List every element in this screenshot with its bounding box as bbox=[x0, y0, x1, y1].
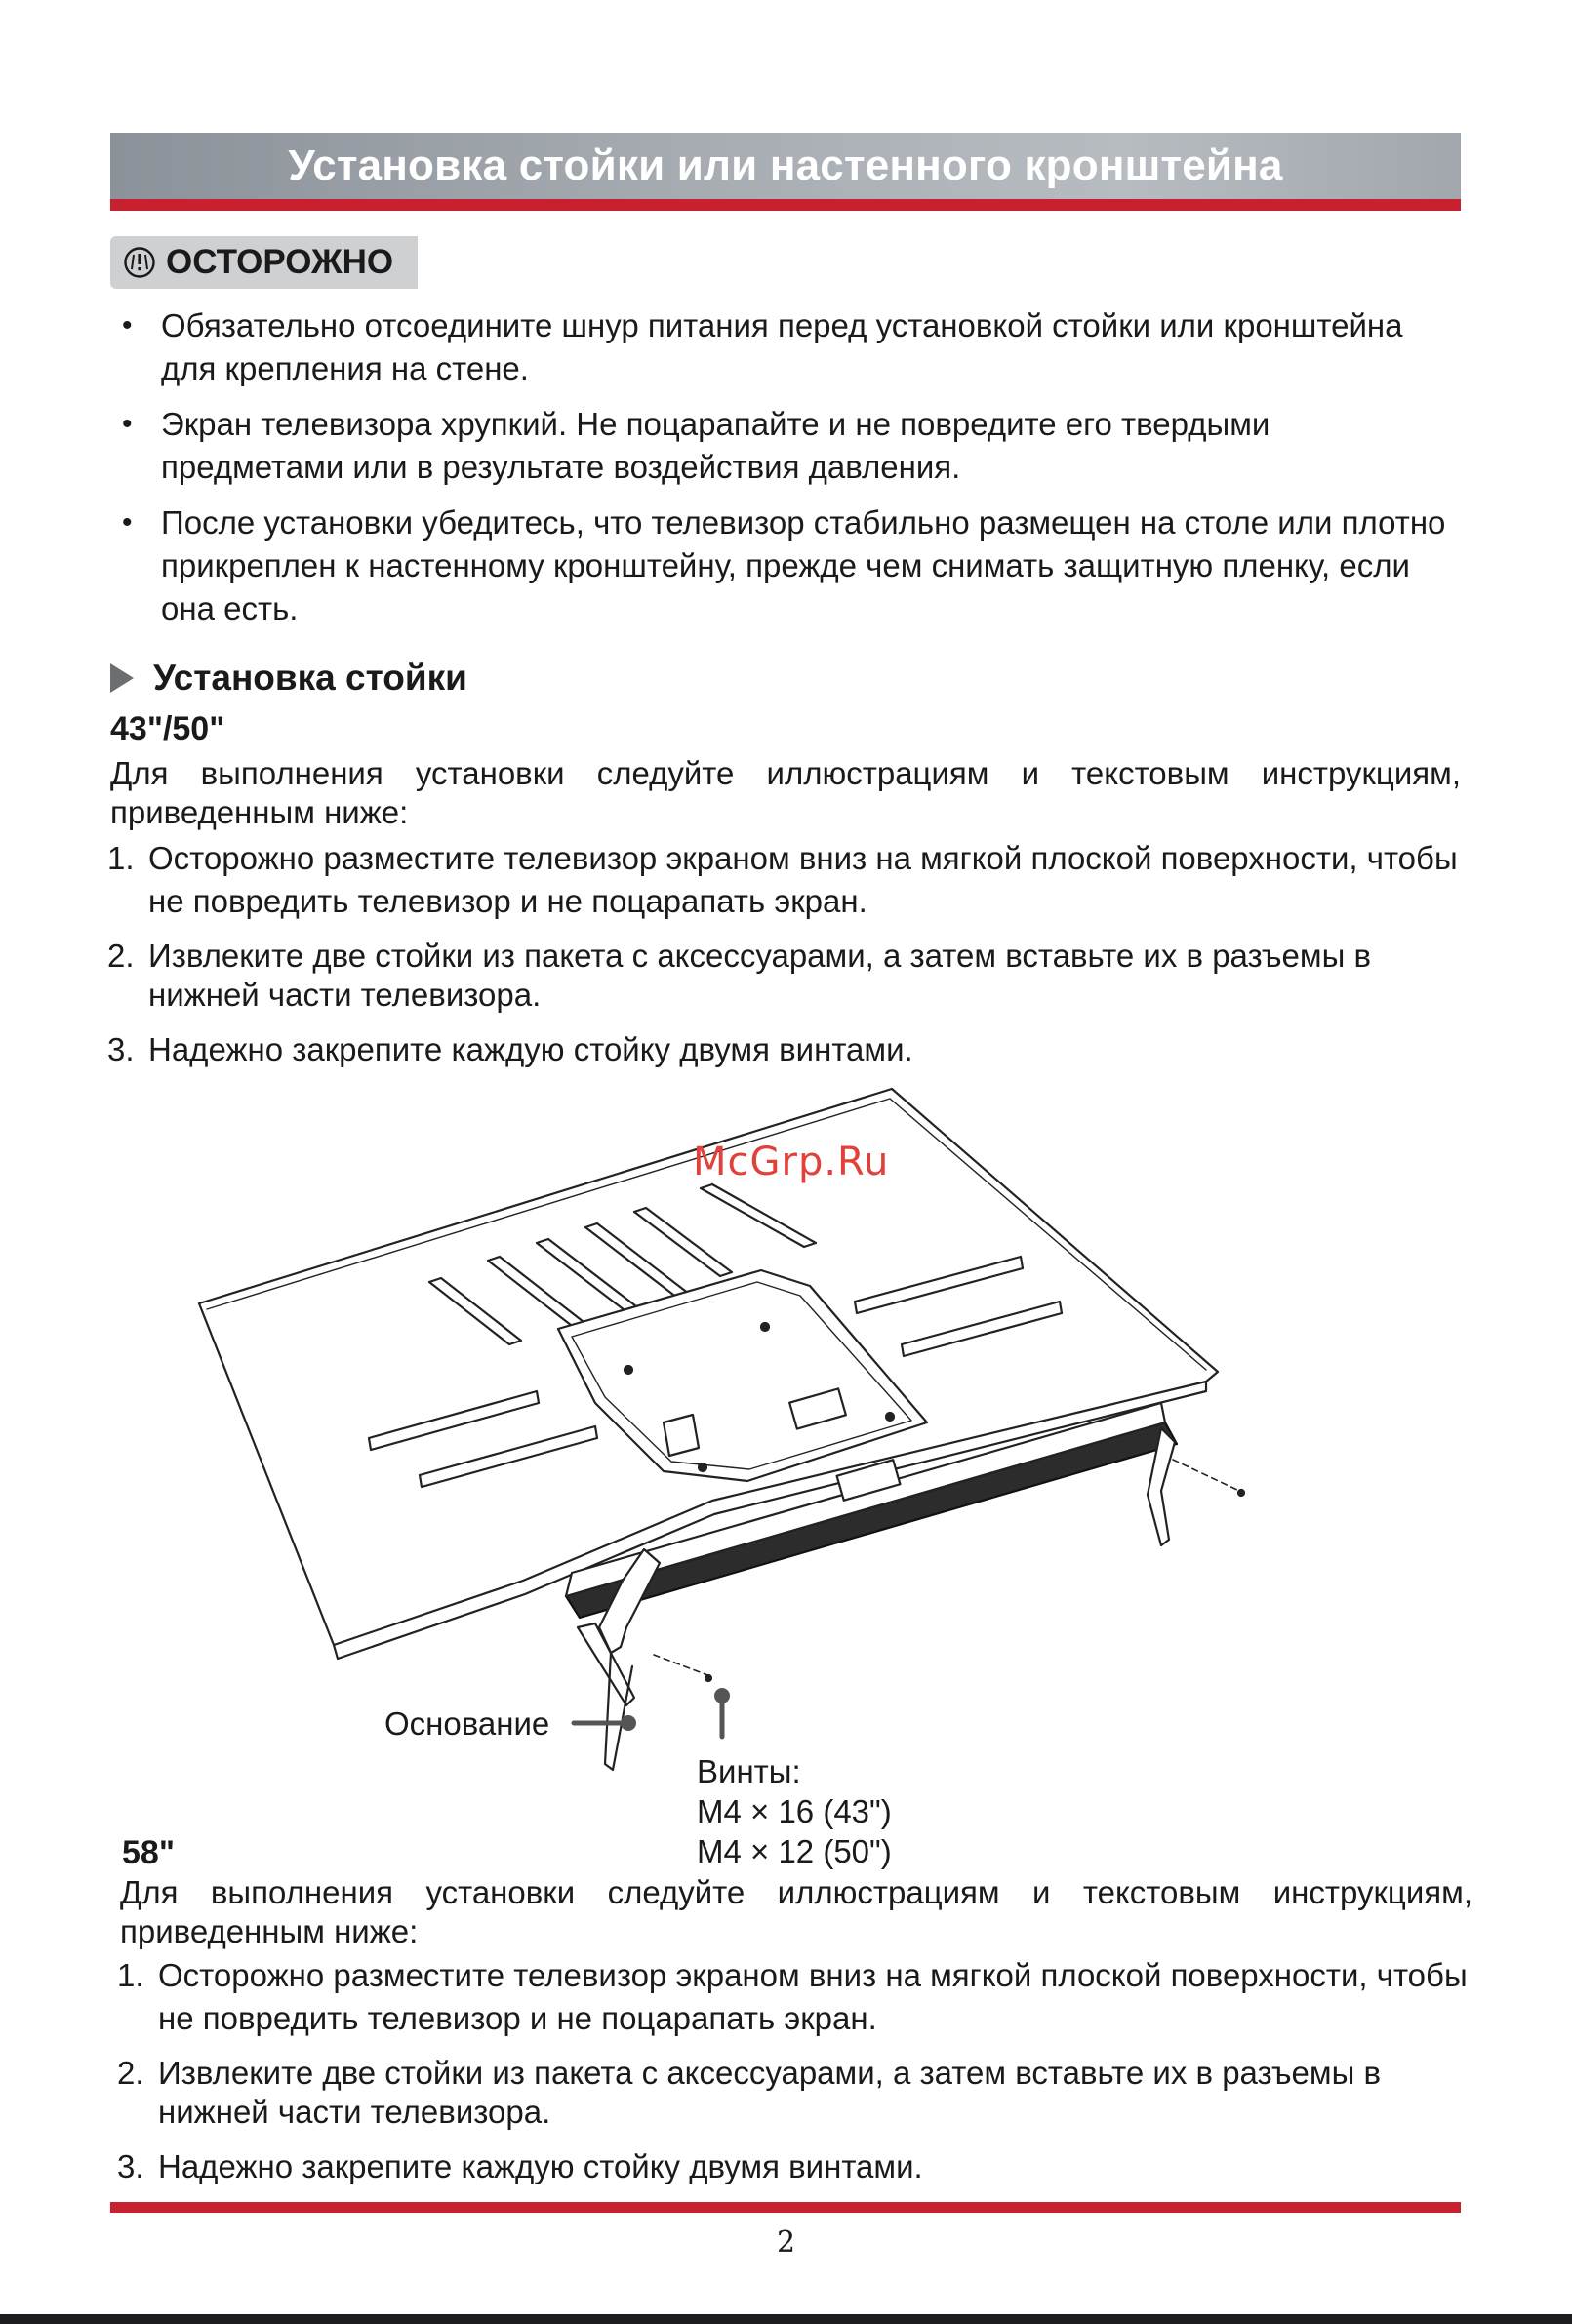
intro-paragraph: Для выполнения установки следуйте иллюстрациям и текстовым инструкциям, приведенным ниже: bbox=[110, 755, 1461, 830]
header-red-rule bbox=[110, 199, 1461, 211]
size-label-58: 58" bbox=[122, 1834, 175, 1871]
list-item: 2. Извлеките две стойки из пакета с аксессуарами, а затем вставьте их в разъемы в нижней части телевизора. bbox=[117, 2055, 1382, 2130]
bottom-edge bbox=[0, 2314, 1572, 2324]
triangle-right-icon bbox=[110, 663, 134, 693]
bullet-icon: • bbox=[122, 506, 133, 539]
caution-icon bbox=[123, 246, 156, 279]
list-item: • Обязательно отсоедините шнур питания перед установкой стойки или кронштейна для крепления на стене. bbox=[110, 304, 1461, 390]
caution-bullet-list bbox=[110, 304, 1461, 643]
header-bar bbox=[110, 133, 1461, 199]
steps-list bbox=[117, 1954, 1473, 2202]
caution-label: ОСТОРОЖНО bbox=[166, 243, 394, 281]
footer-red-rule bbox=[110, 2202, 1461, 2213]
list-item: 1. Осторожно разместите телевизор экраном вниз на мягкой плоской поверхности, чтобы не повредить телевизор и не поцарапать экран. bbox=[107, 840, 1458, 919]
size-label-43-50: 43"/50" bbox=[110, 710, 225, 747]
list-item: • После установки убедитесь, что телевизор стабильно размещен на столе или плотно прикреплен к настенному кронштейну, прежде чем снимать защитную пленку, если она есть. bbox=[110, 501, 1461, 630]
list-item: 2. Извлеките две стойки из пакета с аксессуарами, а затем вставьте их в разъемы в нижней части телевизора. bbox=[107, 938, 1372, 1013]
section-heading bbox=[110, 658, 467, 699]
watermark: McGrp.Ru bbox=[693, 1140, 890, 1184]
section-title: Установка стойки bbox=[153, 658, 467, 698]
caution-badge bbox=[110, 236, 418, 289]
bullet-icon: • bbox=[122, 309, 133, 341]
list-item: 3. Надежно закрепите каждую стойку двумя винтами. bbox=[117, 2148, 923, 2184]
page-number: 2 bbox=[776, 2225, 796, 2260]
intro-paragraph: Для выполнения установки следуйте иллюстрациям и текстовым инструкциям, приведенным ниже: bbox=[120, 1874, 1472, 1949]
tv-stand-illustration bbox=[185, 1081, 1259, 1783]
list-item: 3. Надежно закрепите каждую стойку двумя винтами. bbox=[107, 1031, 913, 1067]
page-title: Установка стойки или настенного кронштейна bbox=[288, 141, 1283, 189]
steps-list bbox=[107, 837, 1464, 1085]
bullet-icon: • bbox=[122, 408, 133, 440]
base-callout: Основание bbox=[384, 1705, 550, 1742]
list-item: • Экран телевизора хрупкий. Не поцарапайте и не повредите его твердыми предметами или в результате воздействия давления. bbox=[110, 403, 1461, 489]
screws-callout: Винты: M4 × 16 (43") M4 × 12 (50") bbox=[697, 1753, 892, 1869]
list-item: 1. Осторожно разместите телевизор экраном вниз на мягкой плоской поверхности, чтобы не повредить телевизор и не поцарапать экран. bbox=[117, 1957, 1468, 2036]
